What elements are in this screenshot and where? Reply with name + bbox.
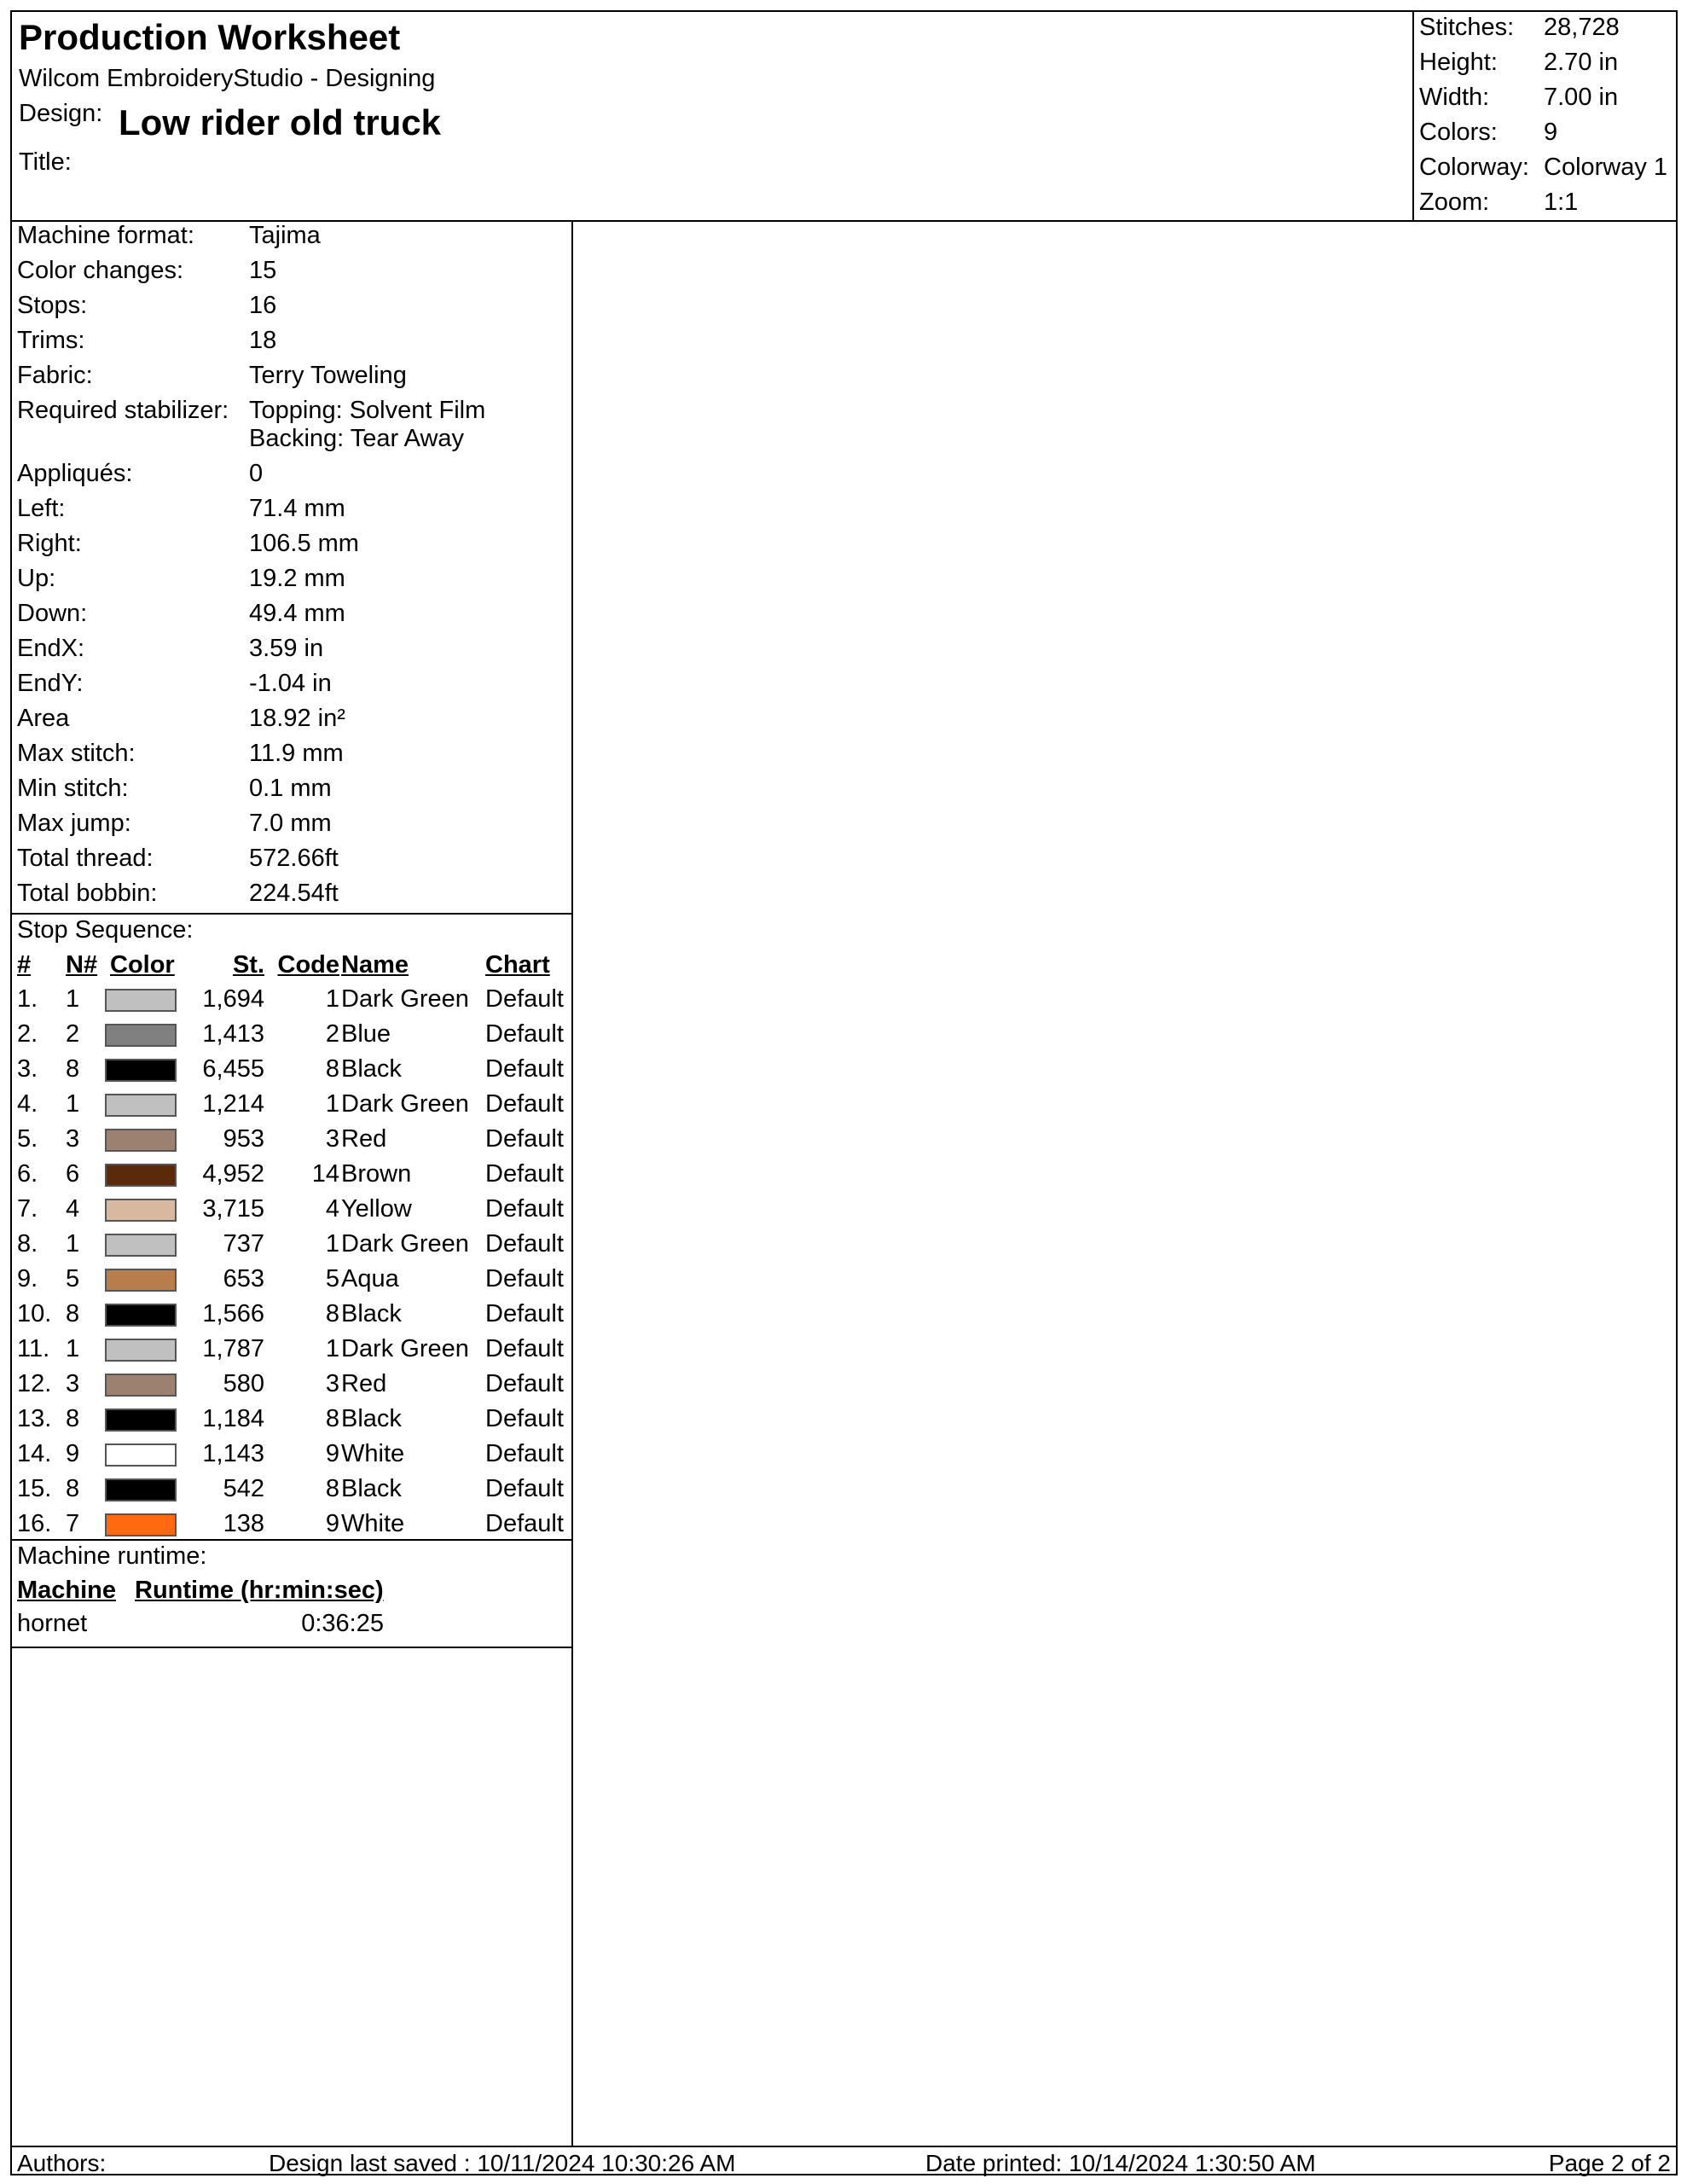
property-label: Machine format:	[17, 222, 194, 249]
needle-number: 1	[66, 1230, 80, 1258]
property-label: Trims:	[17, 327, 85, 354]
summary-label: Colors:	[1419, 119, 1498, 146]
property-value: Topping: Solvent Film	[249, 397, 486, 424]
thread-name: Red	[341, 1125, 387, 1153]
thread-code: 8	[325, 1300, 339, 1327]
thread-name: Aqua	[341, 1265, 399, 1292]
stop-number: 2.	[17, 1020, 38, 1048]
color-swatch	[105, 1339, 177, 1362]
stitch-count: 653	[223, 1265, 264, 1292]
summary-label: Height:	[1419, 49, 1498, 76]
thread-name: Brown	[341, 1160, 412, 1188]
summary-value: 2.70 in	[1544, 49, 1619, 76]
runtime-value: 0:36:25	[301, 1610, 384, 1637]
needle-number: 4	[66, 1195, 80, 1223]
property-value: 18	[249, 327, 277, 354]
needle-number: 3	[66, 1125, 80, 1153]
stitch-count: 542	[223, 1475, 264, 1502]
property-label: Total bobbin:	[17, 880, 158, 907]
thread-code: 1	[325, 1230, 339, 1258]
column-header-chart: Chart	[485, 951, 550, 979]
design-summary	[1412, 12, 1678, 220]
thread-name: Red	[341, 1370, 387, 1397]
thread-code: 8	[325, 1055, 339, 1083]
property-label: Fabric:	[17, 362, 93, 389]
thread-name: Dark Green	[341, 1335, 469, 1362]
thread-code: 9	[325, 1510, 339, 1537]
needle-number: 2	[66, 1020, 80, 1048]
needle-number: 1	[66, 1335, 80, 1362]
color-swatch	[105, 1513, 177, 1536]
property-value: 19.2 mm	[249, 565, 345, 592]
thread-name: Blue	[341, 1020, 391, 1048]
stop-number: 4.	[17, 1090, 38, 1118]
title-label: Title:	[19, 148, 72, 176]
property-value: 71.4 mm	[249, 495, 345, 522]
column-header-needle: N#	[66, 951, 98, 979]
property-value: 3.59 in	[249, 635, 324, 662]
details-column	[12, 220, 573, 2146]
thread-name: White	[341, 1440, 405, 1467]
needle-number: 8	[66, 1055, 80, 1083]
worksheet-header	[12, 12, 1676, 222]
software-name: Wilcom EmbroideryStudio - Designing	[19, 65, 436, 92]
thread-name: Dark Green	[341, 1090, 469, 1118]
needle-number: 8	[66, 1475, 80, 1502]
property-value: 572.66ft	[249, 845, 339, 872]
stitch-count: 6,455	[202, 1055, 264, 1083]
thread-code: 8	[325, 1475, 339, 1502]
thread-chart: Default	[485, 1265, 564, 1292]
authors-label: Authors:	[17, 2150, 107, 2176]
property-value: 106.5 mm	[249, 530, 359, 557]
thread-code: 8	[325, 1405, 339, 1432]
property-label: Area	[17, 705, 70, 732]
thread-code: 5	[325, 1265, 339, 1292]
property-value: 11.9 mm	[249, 740, 344, 767]
worksheet-page	[10, 10, 1678, 2175]
stitch-count: 1,143	[202, 1440, 264, 1467]
property-label: Right:	[17, 530, 82, 557]
property-value: Terry Toweling	[249, 362, 407, 389]
thread-chart: Default	[485, 1370, 564, 1397]
page-number: Page 2 of 2	[1548, 2150, 1671, 2176]
thread-code: 4	[325, 1195, 339, 1223]
thread-chart: Default	[485, 1440, 564, 1467]
thread-code: 3	[325, 1125, 339, 1153]
stitch-count: 1,214	[202, 1090, 264, 1118]
thread-chart: Default	[485, 1405, 564, 1432]
thread-code: 14	[311, 1160, 339, 1188]
thread-name: Dark Green	[341, 1230, 469, 1258]
stop-number: 7.	[17, 1195, 38, 1223]
needle-number: 1	[66, 1090, 80, 1118]
property-value: 7.0 mm	[249, 810, 332, 837]
color-swatch	[105, 1164, 177, 1187]
stop-number: 16.	[17, 1510, 52, 1537]
stop-number: 5.	[17, 1125, 38, 1153]
stop-sequence-title: Stop Sequence:	[17, 916, 194, 944]
thread-code: 3	[325, 1370, 339, 1397]
stop-number: 13.	[17, 1405, 52, 1432]
stitch-count: 4,952	[202, 1160, 264, 1188]
property-label: Left:	[17, 495, 66, 522]
stop-number: 8.	[17, 1230, 38, 1258]
thread-chart: Default	[485, 1090, 564, 1118]
column-header-number: #	[17, 951, 32, 979]
last-saved: Design last saved : 10/11/2024 10:30:26 AM	[269, 2150, 736, 2176]
page-title: Production Worksheet	[19, 17, 401, 57]
column-header-stitches: St.	[232, 951, 264, 979]
column-header-code: Code	[277, 951, 339, 979]
property-label: Color changes:	[17, 257, 184, 284]
needle-number: 1	[66, 985, 80, 1013]
color-swatch	[105, 1024, 177, 1047]
stitch-count: 3,715	[202, 1195, 264, 1223]
needle-number: 5	[66, 1265, 80, 1292]
needle-number: 8	[66, 1405, 80, 1432]
thread-code: 1	[325, 985, 339, 1013]
property-value: -1.04 in	[249, 670, 332, 697]
stop-number: 15.	[17, 1475, 52, 1502]
runtime-title: Machine runtime:	[17, 1542, 207, 1570]
thread-code: 1	[325, 1090, 339, 1118]
property-value: 0.1 mm	[249, 775, 332, 802]
property-label: EndY:	[17, 670, 84, 697]
color-swatch	[105, 1443, 177, 1467]
runtime-machine: hornet	[17, 1610, 88, 1637]
date-printed: Date printed: 10/14/2024 1:30:50 AM	[925, 2150, 1316, 2176]
thread-chart: Default	[485, 1020, 564, 1048]
stop-number: 10.	[17, 1300, 52, 1327]
stitch-count: 580	[223, 1370, 264, 1397]
property-label: Down:	[17, 600, 88, 627]
page-footer	[12, 2146, 1676, 2175]
property-value: 15	[249, 257, 277, 284]
design-properties	[12, 220, 571, 915]
thread-name: Yellow	[341, 1195, 412, 1223]
thread-chart: Default	[485, 1055, 564, 1083]
color-swatch	[105, 1374, 177, 1397]
thread-chart: Default	[485, 1335, 564, 1362]
column-header-runtime: Runtime (hr:min:sec)	[135, 1577, 384, 1604]
needle-number: 3	[66, 1370, 80, 1397]
property-label: Stops:	[17, 292, 88, 319]
color-swatch	[105, 1094, 177, 1117]
thread-chart: Default	[485, 1125, 564, 1153]
property-value: 0	[249, 460, 264, 487]
machine-runtime	[12, 1541, 571, 1648]
summary-label: Stitches:	[1419, 14, 1515, 41]
stop-number: 1.	[17, 985, 38, 1013]
property-label: Appliqués:	[17, 460, 133, 487]
stop-number: 14.	[17, 1440, 52, 1467]
thread-name: Dark Green	[341, 985, 469, 1013]
property-label: Total thread:	[17, 845, 154, 872]
thread-chart: Default	[485, 1510, 564, 1537]
stop-sequence-table	[12, 915, 571, 1541]
property-value: 224.54ft	[249, 880, 339, 907]
thread-name: Black	[341, 1405, 402, 1432]
stop-number: 3.	[17, 1055, 38, 1083]
stitch-count: 138	[223, 1510, 264, 1537]
color-swatch	[105, 1129, 177, 1152]
thread-chart: Default	[485, 985, 564, 1013]
property-value: 18.92 in²	[249, 705, 345, 732]
summary-value: 1:1	[1544, 189, 1579, 216]
property-label: EndX:	[17, 635, 84, 662]
stitch-count: 1,413	[202, 1020, 264, 1048]
color-swatch	[105, 1409, 177, 1432]
needle-number: 8	[66, 1300, 80, 1327]
color-swatch	[105, 1059, 177, 1082]
stitch-count: 1,184	[202, 1405, 264, 1432]
thread-name: Black	[341, 1055, 402, 1083]
summary-value: 7.00 in	[1544, 84, 1619, 111]
color-swatch	[105, 1199, 177, 1222]
thread-chart: Default	[485, 1475, 564, 1502]
design-label: Design:	[19, 100, 103, 127]
property-label: Up:	[17, 565, 56, 592]
property-label: Max stitch:	[17, 740, 136, 767]
property-value: 49.4 mm	[249, 600, 345, 627]
property-value: Tajima	[249, 222, 321, 249]
color-swatch	[105, 1269, 177, 1292]
stitch-count: 953	[223, 1125, 264, 1153]
thread-chart: Default	[485, 1300, 564, 1327]
summary-label: Zoom:	[1419, 189, 1490, 216]
property-value-secondary: Backing: Tear Away	[249, 425, 465, 452]
needle-number: 9	[66, 1440, 80, 1467]
property-value: 16	[249, 292, 277, 319]
summary-value: 28,728	[1544, 14, 1620, 41]
stop-number: 12.	[17, 1370, 52, 1397]
thread-chart: Default	[485, 1160, 564, 1188]
thread-code: 9	[325, 1440, 339, 1467]
column-header-color: Color	[110, 951, 175, 979]
thread-chart: Default	[485, 1230, 564, 1258]
design-name: Low rider old truck	[119, 102, 442, 142]
needle-number: 7	[66, 1510, 80, 1537]
property-label: Max jump:	[17, 810, 131, 837]
stitch-count: 1,694	[202, 985, 264, 1013]
needle-number: 6	[66, 1160, 80, 1188]
stop-number: 11.	[17, 1335, 50, 1362]
color-swatch	[105, 989, 177, 1012]
stop-number: 9.	[17, 1265, 38, 1292]
stop-number: 6.	[17, 1160, 38, 1188]
color-swatch	[105, 1304, 177, 1327]
property-label: Min stitch:	[17, 775, 129, 802]
color-swatch	[105, 1234, 177, 1257]
thread-code: 1	[325, 1335, 339, 1362]
stitch-count: 737	[223, 1230, 264, 1258]
thread-name: Black	[341, 1300, 402, 1327]
thread-code: 2	[325, 1020, 339, 1048]
thread-name: Black	[341, 1475, 402, 1502]
summary-value: 9	[1544, 119, 1558, 146]
thread-name: White	[341, 1510, 405, 1537]
property-label: Required stabilizer:	[17, 397, 229, 424]
summary-label: Width:	[1419, 84, 1490, 111]
column-header-name: Name	[341, 951, 409, 979]
color-swatch	[105, 1478, 177, 1502]
summary-label: Colorway:	[1419, 154, 1529, 181]
stitch-count: 1,566	[202, 1300, 264, 1327]
stitch-count: 1,787	[202, 1335, 264, 1362]
summary-value: Colorway 1	[1544, 154, 1668, 181]
thread-chart: Default	[485, 1195, 564, 1223]
column-header-machine: Machine	[17, 1577, 117, 1604]
